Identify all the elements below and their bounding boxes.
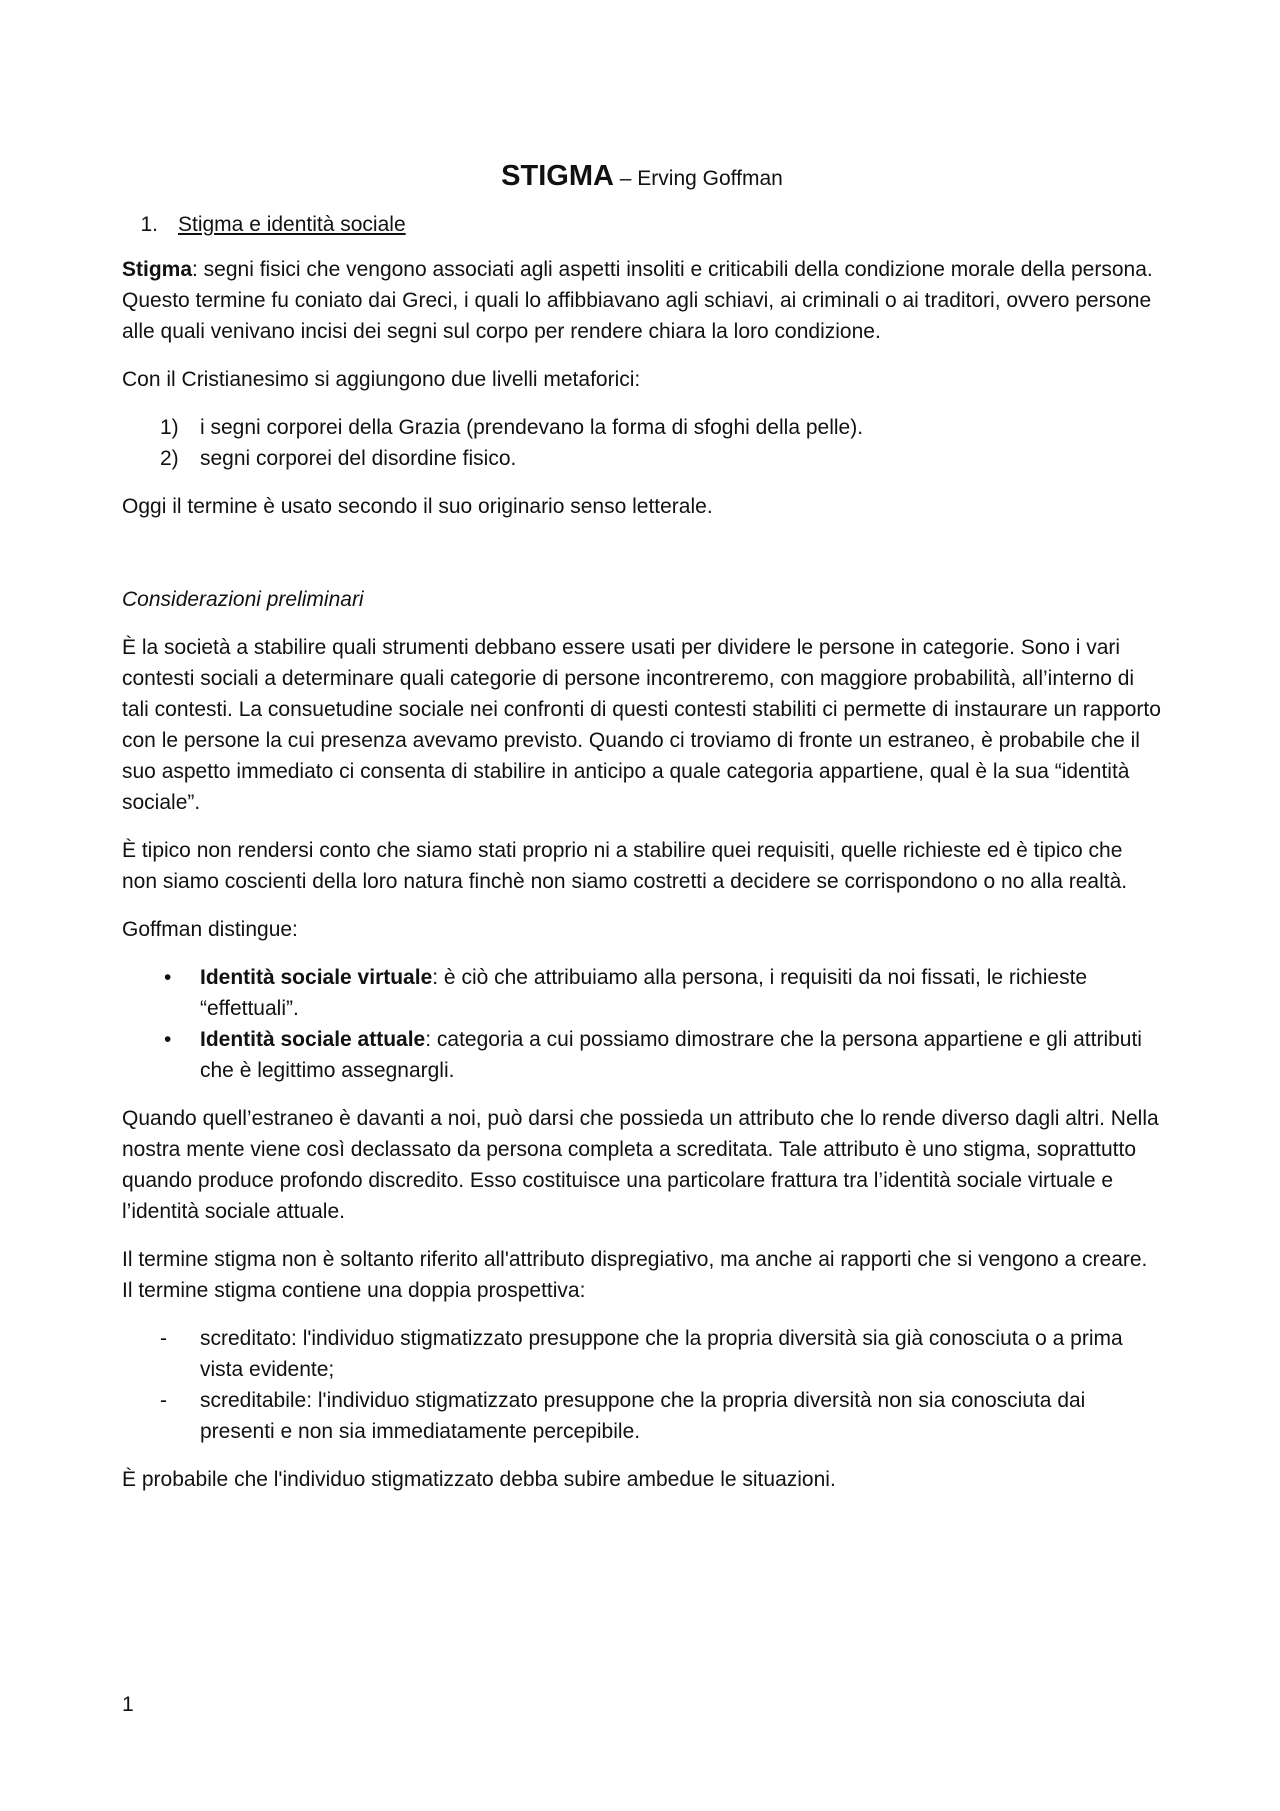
- paragraph-oggi: Oggi il termine è usato secondo il suo originario senso letterale.: [122, 495, 713, 518]
- list-item: [122, 412, 1162, 443]
- metaphor-list: [122, 412, 1162, 474]
- list-item: [122, 443, 1162, 474]
- document-title: [122, 158, 1162, 197]
- spacer: [122, 539, 1162, 584]
- paragraph-tipico: È tipico non rendersi conto che siamo stati proprio ni a stabilire quei requisiti, quelle richieste ed è tipico che non siamo coscienti della loro natura finchè non siamo costretti a decidere se corrispondono o no alla realtà.: [122, 839, 1128, 893]
- paragraph-estraneo: Quando quell’estraneo è davanti a noi, può darsi che possieda un attributo che lo rende diverso dagli altri. Nella nostra mente viene così declassato da persona completa a screditata. Tale attributo è uno stigma, soprattutto quando produce profondo discredito. Esso costituisce una particolare frattura tra l’identità sociale virtuale e l’identità sociale attuale.: [122, 1107, 1159, 1223]
- section-heading-text: Stigma e identità sociale: [178, 213, 406, 236]
- title-subtitle: – Erving Goffman: [613, 167, 783, 190]
- paragraph-stigma-definition: [122, 254, 1162, 347]
- list-item-text: i segni corporei della Grazia (prendevano la forma di sfoghi della pelle).: [200, 416, 864, 439]
- identity-description: : categoria a cui possiamo dimostrare che la persona appartiene e gli attributi che è legittimo assegnargli.: [200, 1028, 1142, 1082]
- bullet-icon: •: [164, 966, 172, 989]
- list-item: [122, 962, 1162, 1024]
- subheading-considerazioni: Considerazioni preliminari: [122, 588, 364, 611]
- paragraph-probabile: È probabile che l'individuo stigmatizzato debba subire ambedue le situazioni.: [122, 1468, 836, 1491]
- paragraph-termine: Il termine stigma non è soltanto riferito all'attributo dispregiativo, ma anche ai rapporti che si vengono a creare. Il termine stigma contiene una doppia prospettiva:: [122, 1248, 1148, 1302]
- section-heading: [122, 209, 1162, 240]
- page-number: 1: [122, 1693, 134, 1716]
- document-page: [122, 158, 1162, 1512]
- list-item-text: screditabile: l'individuo stigmatizzato presuppone che la propria diversità non sia conosciuta dai presenti e non sia immediatamente percepibile.: [200, 1389, 1086, 1443]
- perspective-list: [122, 1323, 1162, 1447]
- identity-term: Identità sociale attuale: [200, 1028, 426, 1051]
- stigma-definition-text: : segni fisici che vengono associati agli aspetti insoliti e criticabili della condizione morale della persona. Questo termine fu coniato dai Greci, i quali lo affibbiavano agli schiavi, ai criminali o ai traditori, ovvero persone alle quali venivano incisi dei segni sul corpo per rendere chiara la loro condizione.: [122, 258, 1153, 343]
- paragraph-goffman: Goffman distingue:: [122, 918, 298, 941]
- list-item-text: segni corporei del disordine fisico.: [200, 447, 517, 470]
- identity-list: [122, 962, 1162, 1086]
- list-item: [122, 1385, 1162, 1447]
- bullet-icon: •: [164, 1028, 172, 1051]
- list-marker: 1): [160, 416, 179, 439]
- list-item: [122, 1323, 1162, 1385]
- identity-description: : è ciò che attribuiamo alla persona, i requisiti da noi fissati, le richieste “effettuali”.: [200, 966, 1088, 1020]
- dash-marker: -: [160, 1389, 167, 1412]
- stigma-term: Stigma: [122, 258, 193, 281]
- identity-term: Identità sociale virtuale: [200, 966, 433, 989]
- list-marker: 2): [160, 447, 179, 470]
- title-main: STIGMA: [501, 160, 614, 192]
- list-item-text: screditato: l'individuo stigmatizzato presuppone che la propria diversità sia già conosciuta o a prima vista evidente;: [200, 1327, 1123, 1381]
- list-item-text: [200, 1024, 1162, 1086]
- paragraph-cristianesimo: Con il Cristianesimo si aggiungono due livelli metaforici:: [122, 368, 641, 391]
- dash-marker: -: [160, 1327, 167, 1350]
- section-number: 1.: [140, 213, 158, 236]
- list-item: [122, 1024, 1162, 1086]
- list-item-text: [200, 962, 1162, 1024]
- paragraph-societa: È la società a stabilire quali strumenti debbano essere usati per dividere le persone in categorie. Sono i vari contesti sociali a determinare quali categorie di persone incontreremo, con maggiore probabilità, all’interno di tali contesti. La consuetudine sociale nei confronti di questi contesti stabiliti ci permette di instaurare un rapporto con le persone la cui presenza avevamo previsto. Quando ci troviamo di fronte un estraneo, è probabile che il suo aspetto immediato ci consenta di stabilire in anticipo a quale categoria appartiene, qual è la sua “identità sociale”.: [122, 636, 1161, 814]
